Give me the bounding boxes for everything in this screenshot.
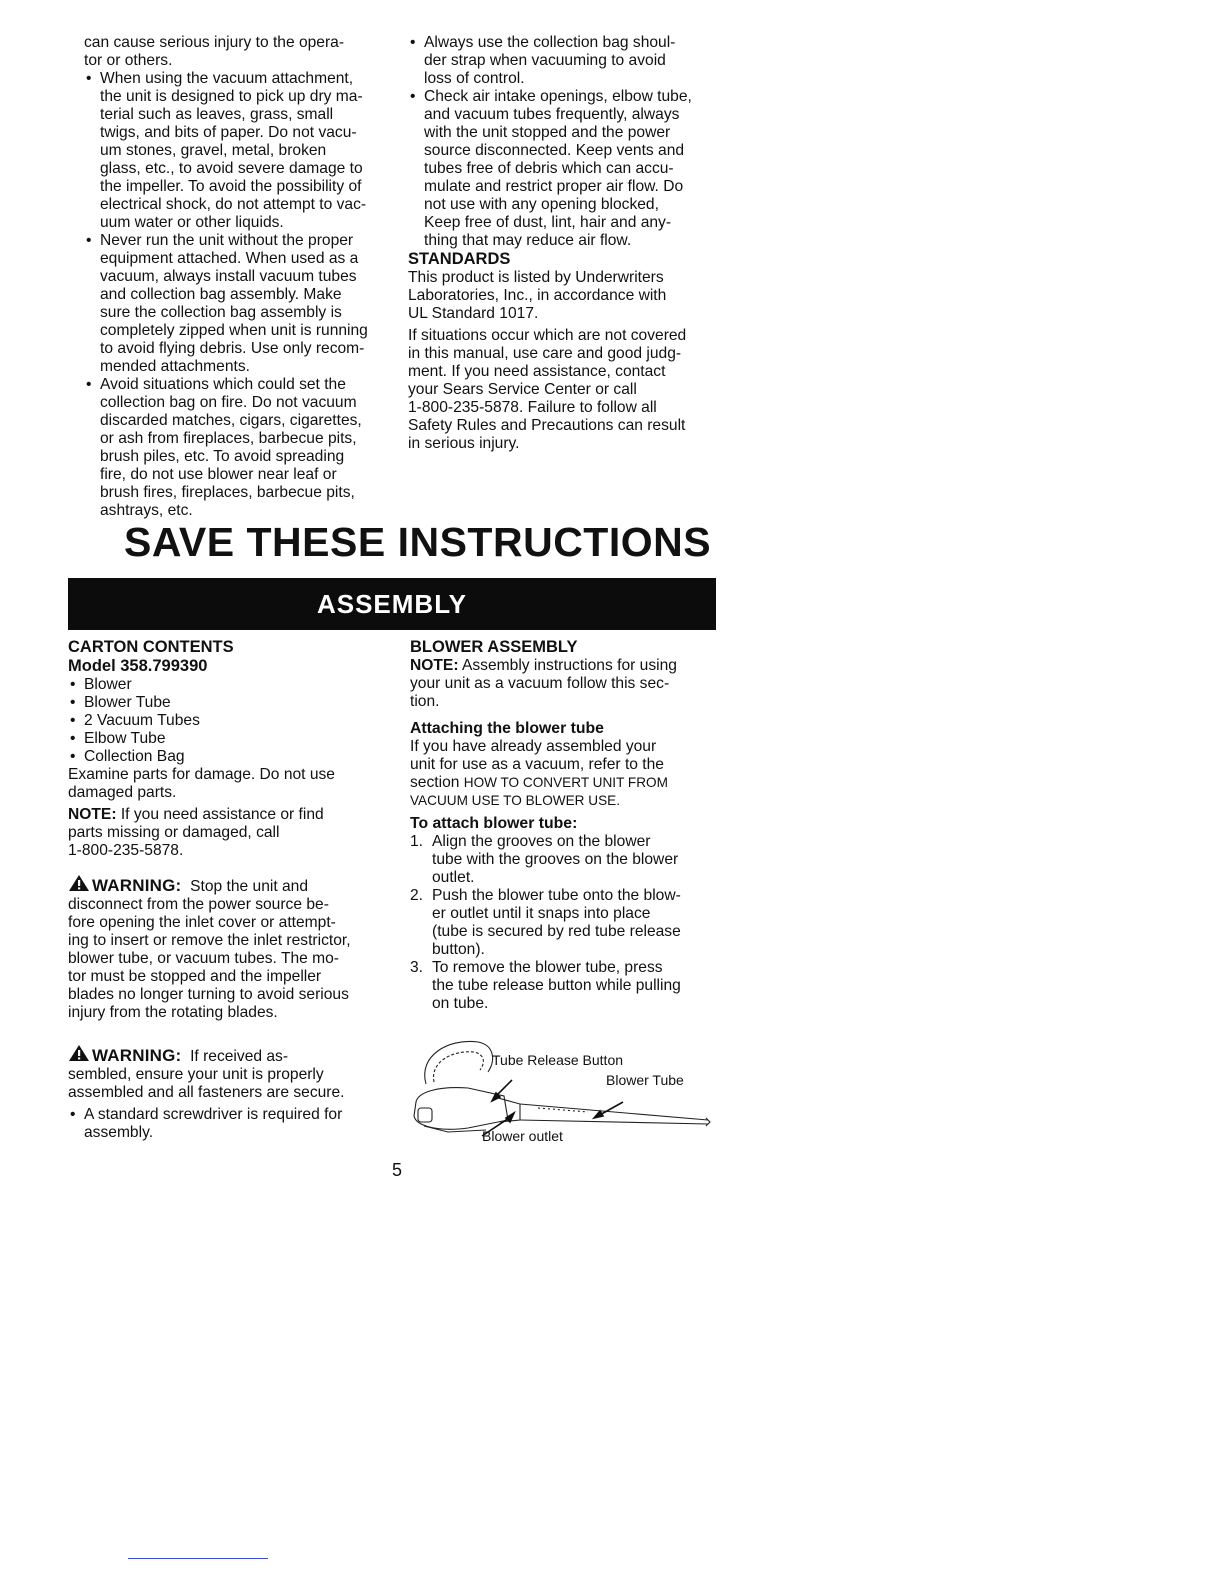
step-text: Push the blower tube onto the blow- er outlet until it snaps into place (tube is secured by red tube release button). bbox=[432, 887, 681, 958]
warning-text-first: Stop the unit and bbox=[181, 878, 309, 895]
list-item: • Blower bbox=[68, 676, 398, 694]
situations-text: If situations occur which are not covered in this manual, use care and good judg- ment. If you need assistance, contact your Sears Service Center or call 1-800-235-5878. Failure to follow all Safety Rules and Precautions can result in serious injury. bbox=[408, 327, 687, 452]
note-text: Assembly instructions for using your unit as a vacuum follow this sec- tion. bbox=[410, 657, 677, 710]
attaching-body: If you have already assembled your unit for use as a vacuum, refer to the section bbox=[410, 738, 664, 791]
list-item: • Collection Bag bbox=[68, 748, 398, 766]
model-number: Model 358.799390 bbox=[68, 657, 208, 675]
list-item: • Always use the collection bag shoul- der strap when vacuuming to avoid loss of control. bbox=[408, 34, 728, 88]
list-item bbox=[410, 887, 730, 959]
warning-label: WARNING: bbox=[92, 1046, 182, 1065]
list-item: • Never run the unit without the proper equipment attached. When used as a vacuum, always install vacuum tubes and collection bag assembly. Make sure the collection bag assembly is completely zipped when unit is running to avoid flying debris. Use only recom- mended attachments. bbox=[84, 232, 394, 376]
carton-note bbox=[68, 806, 398, 860]
save-instructions-title: SAVE THESE INSTRUCTIONS bbox=[124, 519, 712, 565]
warning-block-2 bbox=[68, 1044, 398, 1142]
assembly-section-header: ASSEMBLY bbox=[68, 578, 716, 630]
list-item: • Check air intake openings, elbow tube, and vacuum tubes frequently, always with the unit stopped and the power source disconnected. Keep vents and tubes free of debris which can accu- mulate and restrict proper air flow. Do not use with any opening blocked, Keep free of dust, lint, hair and any- thing that may reduce air flow. bbox=[408, 88, 728, 250]
note-label: NOTE: bbox=[410, 657, 459, 674]
list-item: • 2 Vacuum Tubes bbox=[68, 712, 398, 730]
list-item bbox=[410, 959, 730, 1013]
examine-text: Examine parts for damage. Do not use damaged parts. bbox=[68, 766, 335, 801]
blower-tube-label: Blower Tube bbox=[606, 1072, 684, 1088]
carton-items-list bbox=[68, 676, 398, 766]
warning-triangle-icon bbox=[68, 1044, 90, 1062]
list-item bbox=[410, 833, 730, 887]
divider bbox=[128, 1558, 268, 1559]
blower-tube-figure bbox=[408, 1036, 718, 1148]
tube-release-button-label: Tube Release Button bbox=[492, 1052, 624, 1068]
continuation-text: can cause serious injury to the opera- tor or others. bbox=[84, 34, 345, 69]
attaching-text bbox=[410, 738, 730, 810]
list-item: • Elbow Tube bbox=[68, 730, 398, 748]
standards-heading: STANDARDS bbox=[408, 250, 511, 268]
left-top-column bbox=[84, 34, 394, 520]
blower-outlet-label: Blower outlet bbox=[482, 1128, 563, 1144]
step-number: 1. bbox=[410, 833, 424, 850]
right-bottom-column bbox=[410, 638, 730, 1013]
list-item: • A standard screwdriver is required for assembly. bbox=[68, 1106, 398, 1142]
warning-label: WARNING: bbox=[92, 876, 182, 895]
right-top-column bbox=[408, 34, 728, 453]
to-attach-heading: To attach blower tube: bbox=[410, 815, 578, 832]
blower-assembly-heading: BLOWER ASSEMBLY bbox=[410, 638, 578, 656]
warning-text-first: If received as- bbox=[181, 1048, 289, 1065]
step-number: 2. bbox=[410, 887, 424, 904]
warning-text: sembled, ensure your unit is properly assembled and all fasteners are secure. bbox=[68, 1066, 345, 1101]
attaching-heading: Attaching the blower tube bbox=[410, 720, 604, 737]
warning-triangle-icon bbox=[68, 874, 90, 892]
convert-section-reference: HOW TO CONVERT UNIT FROM VACUUM USE TO BLOWER USE. bbox=[410, 775, 668, 808]
list-item: • Blower Tube bbox=[68, 694, 398, 712]
step-number: 3. bbox=[410, 959, 424, 976]
step-text: Align the grooves on the blower tube with the grooves on the blower outlet. bbox=[432, 833, 679, 886]
note-text: If you need assistance or find parts missing or damaged, call 1-800-235-5878. bbox=[68, 806, 324, 859]
warning-text: disconnect from the power source be- fore opening the inlet cover or attempt- ing to insert or remove the inlet restrictor, blower tube, or vacuum tubes. The mo- tor must be stopped and the impeller blades no longer turning to avoid serious injury from the rotating blades. bbox=[68, 896, 351, 1021]
step-text: To remove the blower tube, press the tube release button while pulling on tube. bbox=[432, 959, 681, 1012]
left-bottom-column bbox=[68, 638, 398, 1142]
standards-text: This product is listed by Underwriters Laboratories, Inc., in accordance with UL Standard 1017. bbox=[408, 269, 667, 322]
list-item: • When using the vacuum attachment, the unit is designed to pick up dry ma- terial such as leaves, grass, small twigs, and bits of paper. Do not vacu- um stones, gravel, metal, broken glass, etc., to avoid severe damage to the impeller. To avoid the possibility of electrical shock, do not attempt to vac- uum water or other liquids. bbox=[84, 70, 394, 232]
steps-list bbox=[410, 833, 730, 1013]
list-item: • Avoid situations which could set the collection bag on fire. Do not vacuum discarded matches, cigars, cigarettes, or ash from fireplaces, barbecue pits, brush piles, etc. To avoid spreading fire, do not use blower near leaf or brush fires, fireplaces, barbecue pits, ashtrays, etc. bbox=[84, 376, 394, 520]
page-number: 5 bbox=[392, 1160, 403, 1180]
carton-contents-heading: CARTON CONTENTS bbox=[68, 638, 234, 656]
warning-block-1 bbox=[68, 874, 398, 1022]
note-label: NOTE: bbox=[68, 806, 117, 823]
blower-note bbox=[410, 657, 730, 711]
